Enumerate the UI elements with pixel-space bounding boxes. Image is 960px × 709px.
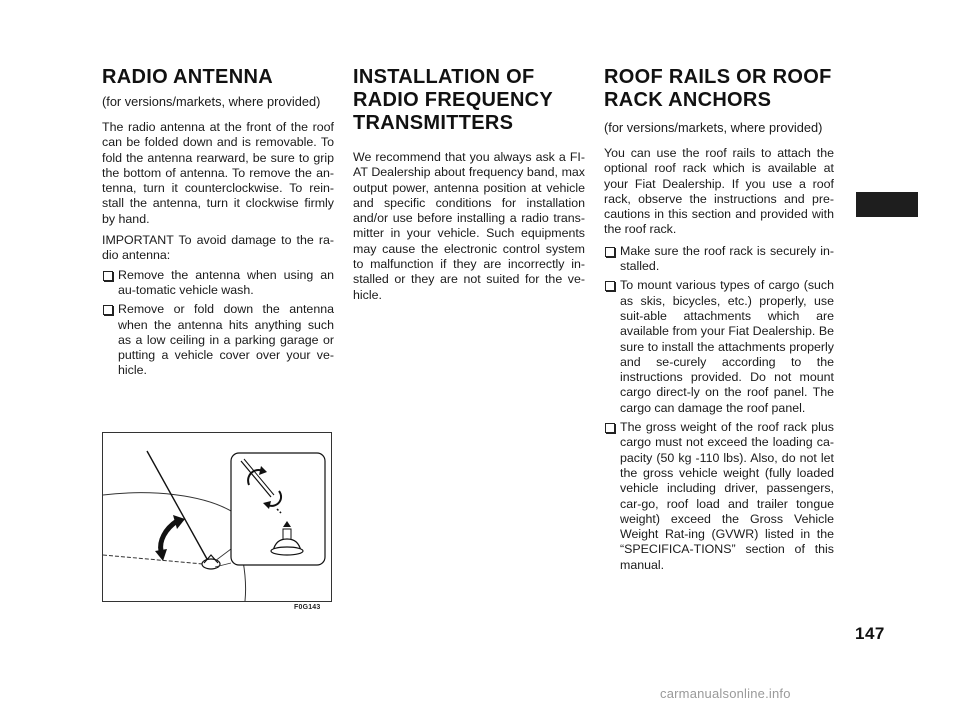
list-item: The gross weight of the roof rack plus cargo must not exceed the loading ca-pacity (50 kg -110 lbs). Also, do not let the gross vehicle weight (fully loaded vehicle including driver, passengers, car-go, roof load and trailer tongue weight) exceed the Gross Vehicle Weight Rat-ing (GVWR) listed in the “SPECIFICA-TIONS” section of this manual.	[604, 420, 834, 573]
checkbox-bullet-icon	[605, 281, 615, 291]
dashed-edge-line	[103, 555, 203, 564]
antenna-base	[202, 559, 220, 569]
roof-rails-heading: ROOF RAILS OR ROOF RACK ANCHORS	[604, 66, 832, 111]
column-radio-antenna	[102, 66, 334, 383]
list-item: Remove or fold down the antenna when the antenna hits anything such as a low ceiling in a parking garage or putting a vehicle cover over your ve-hicle.	[102, 302, 334, 378]
radio-antenna-subheading: (for versions/markets, where provided)	[102, 94, 321, 109]
checkbox-bullet-icon	[103, 271, 113, 281]
watermark: carmanualsonline.info	[660, 686, 791, 701]
list-item: Make sure the roof rack is securely in-stalled.	[604, 244, 834, 275]
antenna-mast	[147, 451, 207, 559]
section-tab-marker	[856, 192, 918, 217]
transmitters-paragraph: We recommend that you always ask a FI-AT Dealership about frequency band, max output power, antenna position at vehicle and specific conditions for installation and/or use before installing a radio trans-mitter in your vehicle. Such equipments may cause the electronic control system to malfunction if they are incorrectly in-stalled or they are not suited for the ve-hicle.	[353, 150, 585, 302]
roof-line	[103, 493, 231, 511]
roof-rails-paragraph: You can use the roof rails to attach the optional roof rack which is available at your Fiat Dealership. If you use a roof rack, observe the instructions and pre-cautions in this section and provided with the roof rack.	[604, 146, 834, 237]
column-roof-rails	[604, 66, 834, 577]
pillar-line	[243, 561, 246, 601]
radio-antenna-heading: RADIO ANTENNA	[102, 66, 273, 88]
radio-antenna-paragraph: The radio antenna at the front of the roof can be folded down and is removable. To fold the antenna rearward, be sure to grip the bottom of antenna. To remove the an-tenna, turn it counterclockwise. To rein-stall the antenna, turn it clockwise firmly by hand.	[102, 120, 334, 226]
column-radio-transmitters	[353, 66, 585, 303]
checkbox-bullet-icon	[605, 247, 615, 257]
transmitters-heading: INSTALLATION OF RADIO FREQUENCY TRANSMITTERS	[353, 66, 554, 134]
checkbox-bullet-icon	[103, 305, 113, 315]
antenna-illustration	[102, 432, 332, 602]
roof-rails-subheading: (for versions/markets, where provided)	[604, 120, 823, 135]
antenna-drawing	[103, 433, 331, 601]
page-number: 147	[855, 624, 885, 643]
roof-rails-bullet-list	[604, 244, 834, 573]
list-item: To mount various types of cargo (such as skis, bicycles, etc.) properly, use suit-able attachments which are available from your Fiat Dealership. Be sure to install the attachments properly and se-curely according to the instructions provided. Do not mount cargo direct-ly on the roof panel. The cargo can damage the roof panel.	[604, 278, 834, 416]
fold-arrow	[161, 521, 177, 551]
list-item: Remove the antenna when using an au-tomatic vehicle wash.	[102, 268, 334, 299]
figure-code: F0G143	[294, 604, 321, 611]
radio-antenna-important: IMPORTANT To avoid damage to the ra-dio antenna:	[102, 233, 334, 263]
checkbox-bullet-icon	[605, 423, 615, 433]
radio-antenna-bullet-list	[102, 268, 334, 379]
